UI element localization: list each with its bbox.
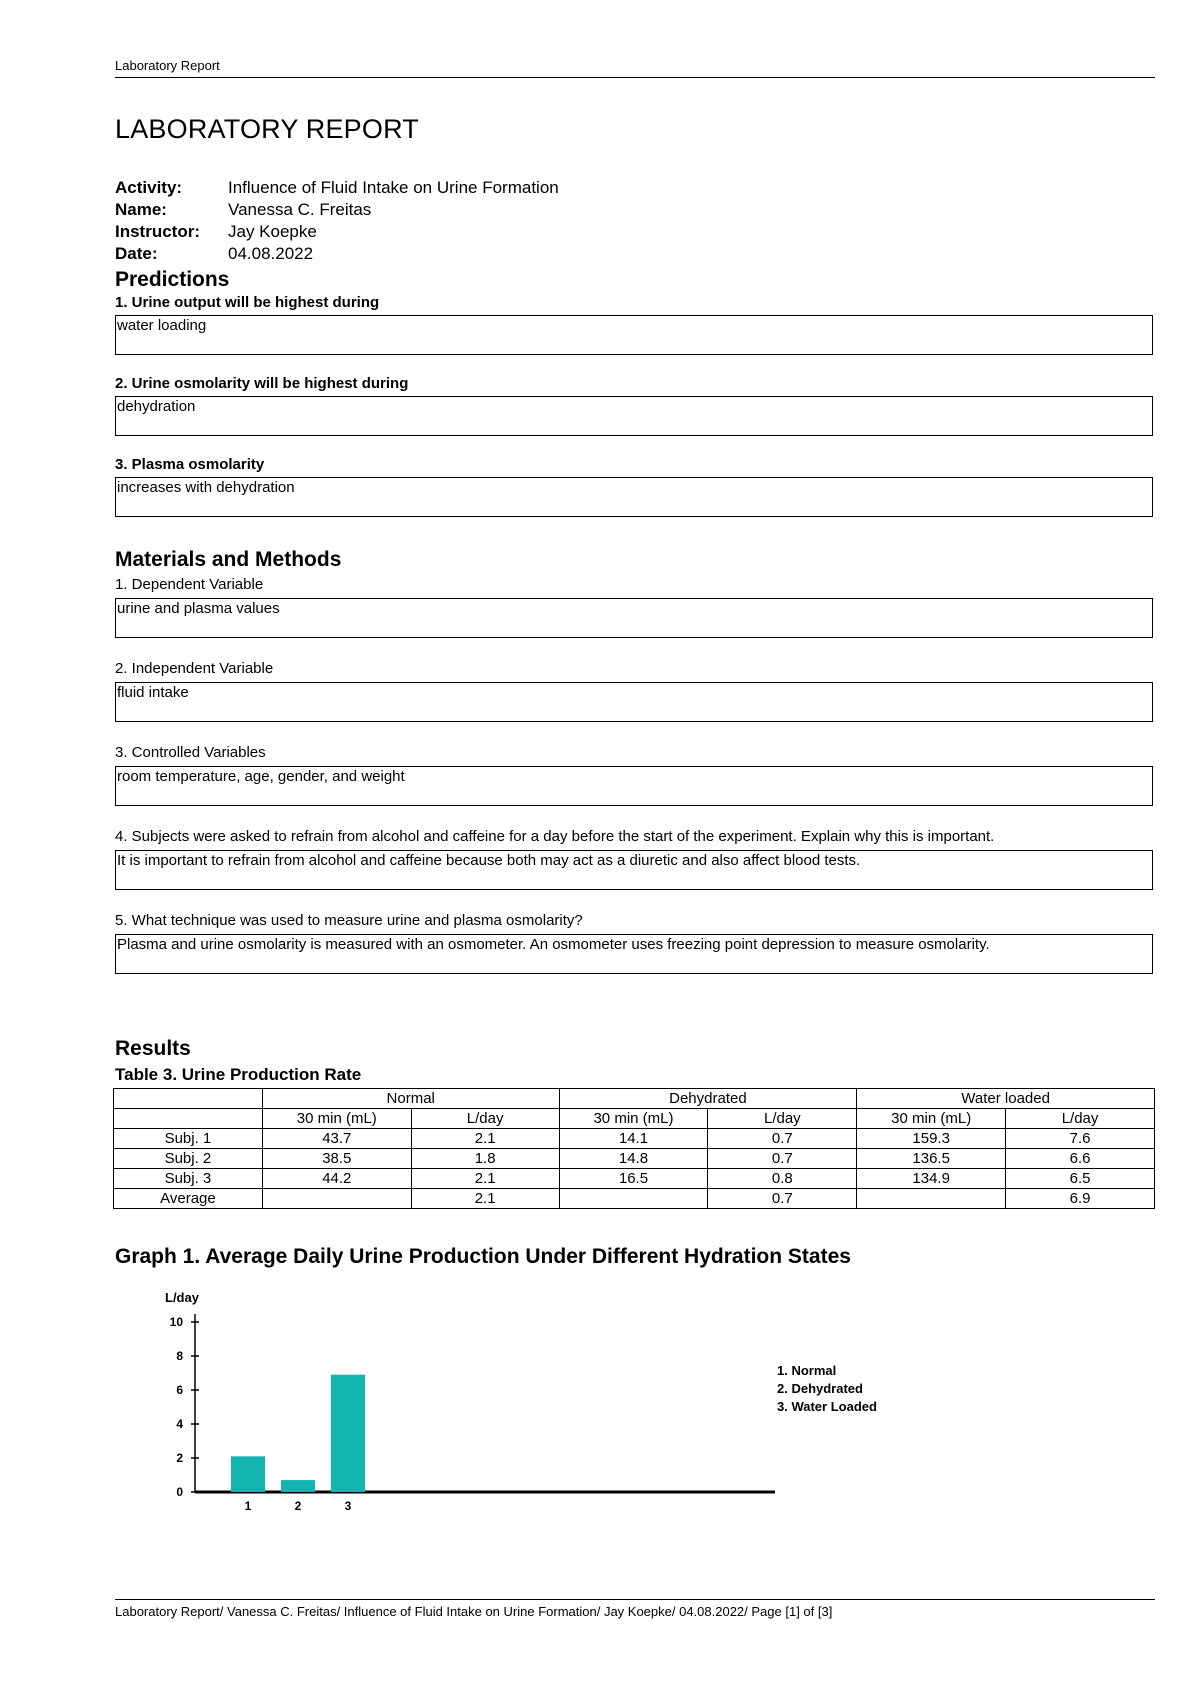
prediction-answer-3[interactable] [115,477,1153,517]
meta-name [115,199,559,221]
table-cell: 2.1 [411,1169,559,1189]
table-cell: 6.5 [1006,1169,1155,1189]
table-cell: 136.5 [857,1149,1006,1169]
running-header: Laboratory Report [115,58,220,73]
header-divider [115,77,1155,78]
answer-text: room temperature, age, gender, and weight [117,768,405,785]
table-row [114,1149,1155,1169]
subheader-cell: 30 min (mL) [262,1109,411,1129]
method-answer-5[interactable] [115,934,1153,974]
table-cell: 1.8 [411,1149,559,1169]
legend-entry: 1. Normal [777,1363,837,1378]
table-cell: 16.5 [559,1169,708,1189]
table-cell: 134.9 [857,1169,1006,1189]
group-header-dehydrated: Dehydrated [559,1089,857,1109]
meta-label: Name: [115,200,167,219]
y-tick-label: 10 [169,1315,183,1329]
method-question-4: 4. Subjects were asked to refrain from alcohol and caffeine for a day before the start of the experiment. Explain why this is important. [115,828,995,845]
results-heading: Results [115,1037,191,1060]
table-cell: 7.6 [1006,1129,1155,1149]
table-cell: 2.1 [411,1129,559,1149]
table-row [114,1129,1155,1149]
legend-entry: 2. Dehydrated [777,1381,863,1396]
report-meta [115,177,559,265]
meta-instructor [115,221,559,243]
table-cell: 43.7 [262,1129,411,1149]
meta-value: Vanessa C. Freitas [228,200,372,219]
table-cell: 0.7 [708,1189,857,1209]
running-footer: Laboratory Report/ Vanessa C. Freitas/ Influence of Fluid Intake on Urine Formation/ Jay Koepke/ 04.08.2022/ Page [1] of [3] [115,1604,833,1619]
table-cell: 38.5 [262,1149,411,1169]
y-tick-label: 0 [176,1485,183,1499]
table-cell: 14.8 [559,1149,708,1169]
bar-chart [165,1280,775,1540]
subheader-cell: 30 min (mL) [857,1109,1006,1129]
prediction-question-2: 2. Urine osmolarity will be highest during [115,375,409,392]
answer-text: Plasma and urine osmolarity is measured with an osmometer. An osmometer uses freezing point depression to measure osmolarity. [117,936,990,953]
prediction-answer-1[interactable] [115,315,1153,355]
table-cell: 0.7 [708,1149,857,1169]
bar-2 [281,1480,315,1492]
table-cell [262,1189,411,1209]
row-label: Average [114,1189,263,1209]
table-cell: 0.7 [708,1129,857,1149]
table-row [114,1169,1155,1189]
group-header-water-loaded: Water loaded [857,1089,1155,1109]
subheader-cell: L/day [411,1109,559,1129]
table-row-average [114,1189,1155,1209]
method-question-3: 3. Controlled Variables [115,744,266,761]
x-tick-label: 2 [294,1499,302,1513]
x-tick-label: 1 [244,1499,252,1513]
subheader-cell: 30 min (mL) [559,1109,708,1129]
meta-label: Date: [115,244,158,263]
answer-text: urine and plasma values [117,600,280,617]
method-answer-1[interactable] [115,598,1153,638]
prediction-question-3: 3. Plasma osmolarity [115,456,265,473]
subheader-cell: L/day [708,1109,857,1129]
table-corner-cell [114,1109,263,1129]
table-cell: 0.8 [708,1169,857,1189]
table-subheader-row [114,1109,1155,1129]
method-answer-3[interactable] [115,766,1153,806]
table-group-header-row [114,1089,1155,1109]
table-cell: 6.6 [1006,1149,1155,1169]
methods-heading: Materials and Methods [115,548,342,571]
chart-axes [195,1314,775,1492]
answer-text: water loading [117,317,207,334]
prediction-answer-2[interactable] [115,396,1153,436]
table-caption: Table 3. Urine Production Rate [115,1065,362,1084]
meta-value: 04.08.2022 [228,244,314,263]
meta-value: Influence of Fluid Intake on Urine Formation [228,178,559,197]
meta-label: Activity: [115,178,183,197]
method-question-2: 2. Independent Variable [115,660,274,677]
bar-1 [231,1456,265,1492]
subheader-cell: L/day [1006,1109,1155,1129]
group-header-normal: Normal [262,1089,559,1109]
table-cell: 14.1 [559,1129,708,1149]
meta-activity [115,177,559,199]
y-axis-label: L/day [165,1290,199,1305]
meta-label: Instructor: [115,222,200,241]
table-cell: 6.9 [1006,1189,1155,1209]
table-corner-cell [114,1089,263,1109]
graph-title: Graph 1. Average Daily Urine Production Under Different Hydration States [115,1245,851,1268]
chart-bars [231,1375,365,1492]
meta-date [115,243,559,265]
answer-text: It is important to refrain from alcohol and caffeine because both may act as a diuretic and also affect blood tests. [117,852,861,869]
row-label: Subj. 2 [114,1149,263,1169]
meta-value: Jay Koepke [228,222,317,241]
answer-text: fluid intake [117,684,189,701]
row-label: Subj. 1 [114,1129,263,1149]
document-title: LABORATORY REPORT [115,114,419,144]
answer-text: dehydration [117,398,196,415]
answer-text: increases with dehydration [117,479,295,496]
method-answer-2[interactable] [115,682,1153,722]
predictions-heading: Predictions [115,268,230,291]
y-tick-label: 6 [176,1383,183,1397]
y-tick-label: 8 [176,1349,183,1363]
prediction-question-1: 1. Urine output will be highest during [115,294,380,311]
y-tick-label: 4 [176,1417,183,1431]
table-cell [857,1189,1006,1209]
urine-production-table [113,1088,1155,1209]
method-question-1: 1. Dependent Variable [115,576,264,593]
method-question-5: 5. What technique was used to measure urine and plasma osmolarity? [115,912,583,929]
row-label: Subj. 3 [114,1169,263,1189]
legend-entry: 3. Water Loaded [777,1399,877,1414]
table-cell: 44.2 [262,1169,411,1189]
method-answer-4[interactable] [115,850,1153,890]
table-cell [559,1189,708,1209]
y-tick-label: 2 [176,1451,183,1465]
bar-3 [331,1375,365,1492]
footer-divider [115,1599,1155,1600]
x-tick-label: 3 [344,1499,352,1513]
table-cell: 2.1 [411,1189,559,1209]
chart-legend [777,1362,877,1416]
table-cell: 159.3 [857,1129,1006,1149]
